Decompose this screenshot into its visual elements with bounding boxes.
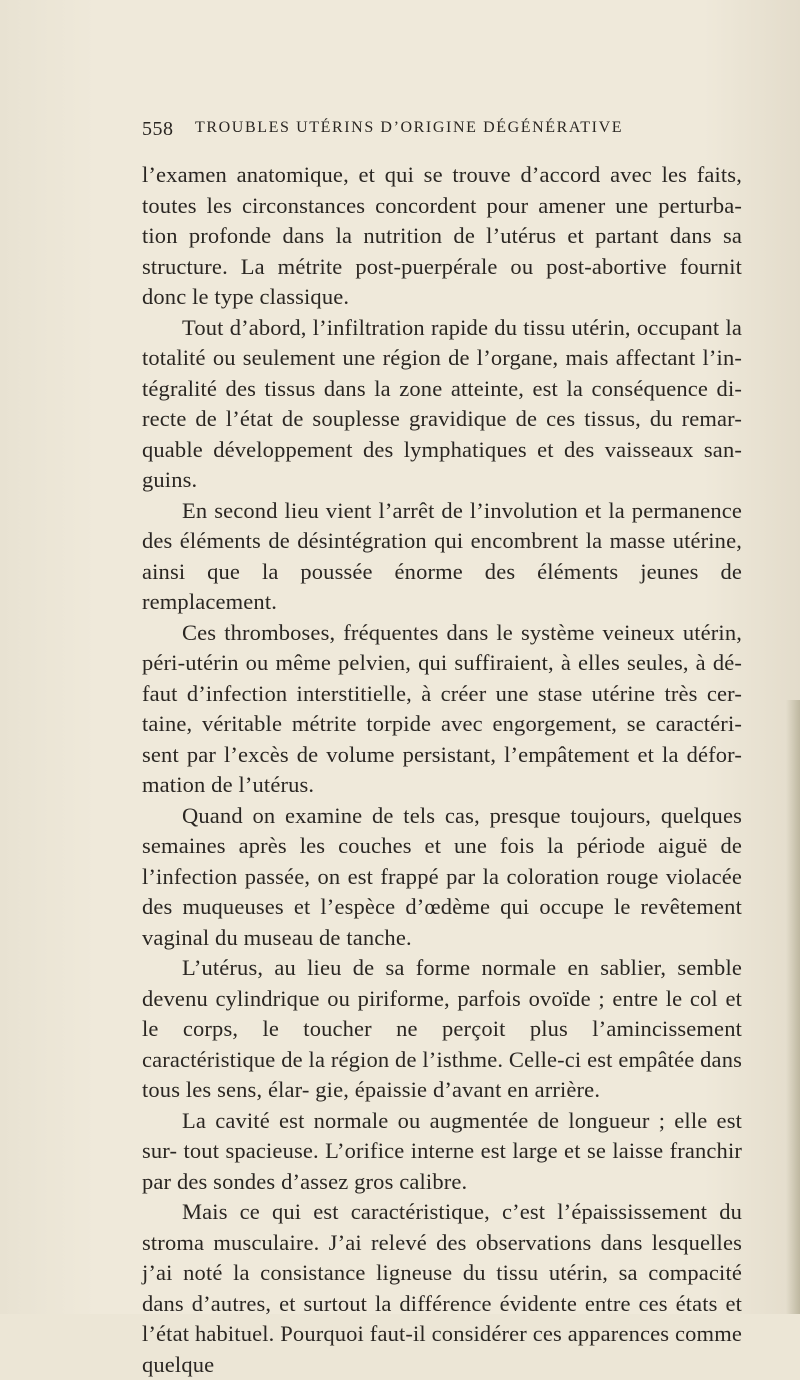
paragraph-4: Ces thromboses, fréquentes dans le système veineux utérin, péri-utérin ou même pelvien, qui suffiraient, à elles seules, à dé- faut d’infection interstitielle, à créer une stase utérine très cer- taine, véritable métrite torpide avec engorgement, se caractéri- sent par l’excès de volume persistant, l’empâtement et la défor- mation de l’utérus. [142,619,742,797]
running-title: TROUBLES UTÉRINS D’ORIGINE DÉGÉNÉRATIVE [195,119,624,136]
body-text [142,160,742,1380]
paragraph-2: Tout d’abord, l’infiltration rapide du tissu utérin, occupant la totalité ou seulement une région de l’organe, mais affectant l’in- tégralité des tissus dans la zone atteinte, est la conséquence di- recte de l’état de souplesse gravidique de ces tissus, du remar- quable développement des lymphatiques et des vaisseaux san- guins. [142,314,742,492]
paragraph-6: L’utérus, au lieu de sa forme normale en sablier, semble devenu cylindrique ou piriforme, parfois ovoïde ; entre le col et le corps, le toucher ne perçoit plus l’amincissement caractéristique de la région de l’isthme. Celle-ci est empâtée dans tous les sens, élar- gie, épaissie d’avant en arrière. [142,955,742,1102]
page-edge-shadow [786,700,800,1314]
paragraph-7: La cavité est normale ou augmentée de longueur ; elle est sur- tout spacieuse. L’orifice interne est large et se laisse franchir par des sondes d’assez gros calibre. [142,1107,742,1194]
paragraph-5: Quand on examine de tels cas, presque toujours, quelques semaines après les couches et une fois la période aiguë de l’infection passée, on est frappé par la coloration rouge violacée des muqueuses et l’espèce d’œdème qui occupe le revêtement vaginal du museau de tanche. [142,802,742,950]
running-head [142,118,742,146]
paragraph-1: l’examen anatomique, et qui se trouve d’accord avec les faits, toutes les circonstances concordent pour amener une perturba- tion profonde dans la nutrition de l’utérus et partant dans sa structure. La métrite post-puerpérale ou post-abortive fournit donc le type classique. [142,162,742,309]
paragraph-8: Mais ce qui est caractéristique, c’est l’épaississement du stroma musculaire. J’ai relevé des observations dans lesquelles j’ai noté la consistance ligneuse du tissu utérin, sa compacité dans d’autres, et surtout la différence évidente entre ces états et l’état habituel. Pourquoi faut-il considérer ces apparences comme quelque [142,1199,742,1377]
paragraph-3: En second lieu vient l’arrêt de l’involution et la permanence des éléments de désintégration qui encombrent la masse utérine, ainsi que la poussée énorme des éléments jeunes de remplacement. [142,497,742,614]
page-number: 558 [142,118,174,140]
